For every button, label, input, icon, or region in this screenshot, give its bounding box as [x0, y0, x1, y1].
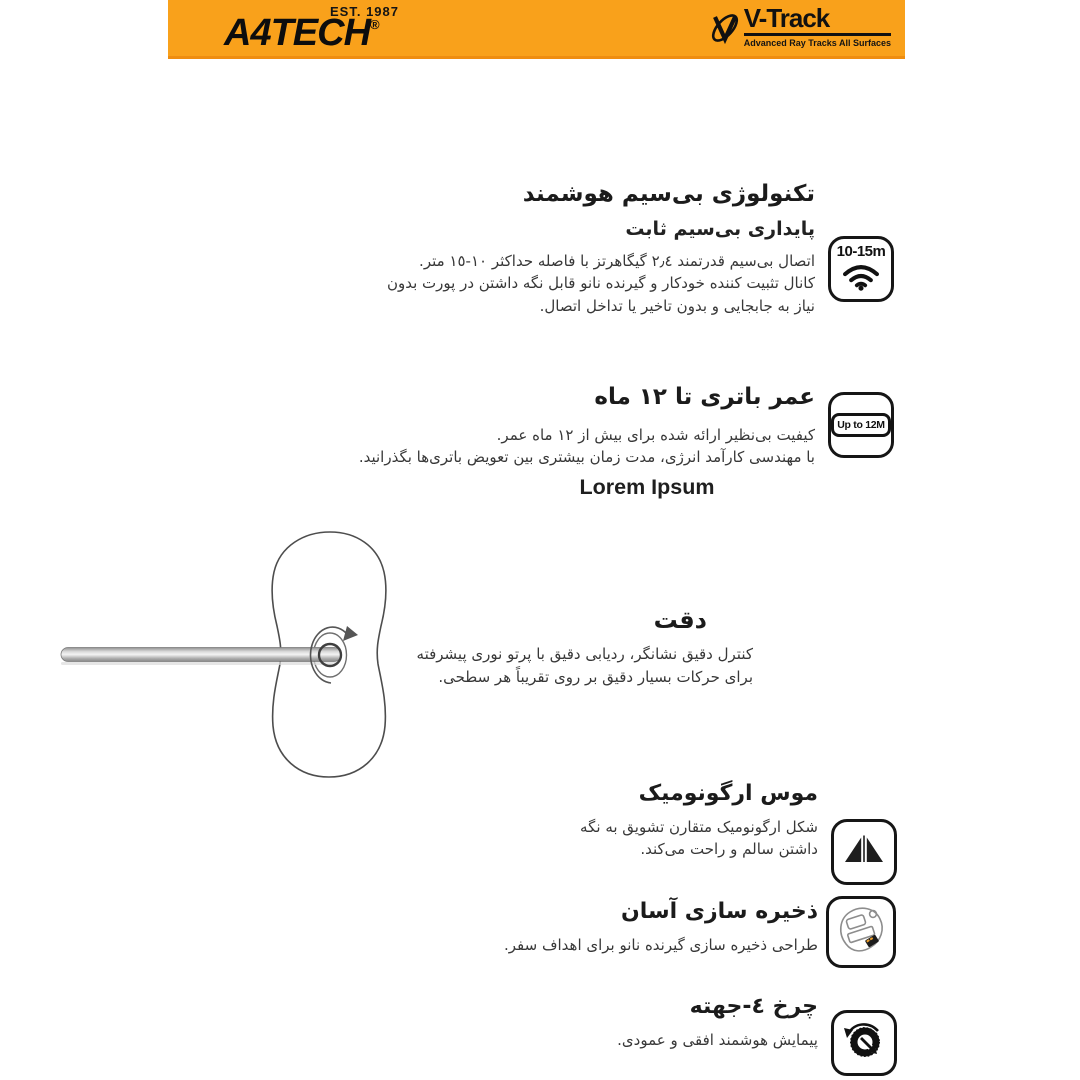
- wheel-body: [617, 1029, 818, 1052]
- body-line: با مهندسی کارآمد انرژی، مدت زمان بیشتری بین تعویض باتری‌ها بگذرانید.: [358, 448, 815, 467]
- vtrack-rule: [744, 33, 891, 36]
- ergonomic-title: موس ارگونومیک: [638, 781, 818, 806]
- four-way-wheel-glyph: [841, 1018, 887, 1068]
- vtrack-logo: [707, 5, 891, 51]
- battery-body: [359, 424, 815, 469]
- body-line: شکل ارگونومیک متقارن تشویق به نگه: [580, 817, 818, 836]
- vtrack-swoosh-icon: [707, 9, 743, 51]
- receiver-storage-icon: [826, 896, 896, 968]
- a4tech-wordmark: A4TECH®: [224, 11, 380, 54]
- body-line: کانال تثبیت کننده خودکار و گیرنده نانو قابل نگه داشتن در پورت بدون: [386, 274, 815, 292]
- brand-banner: [168, 0, 905, 59]
- wireless-title: تکنولوژی بی‌سیم هوشمند: [522, 181, 815, 207]
- section-wireless: [387, 180, 815, 317]
- symmetry-icon: [831, 819, 897, 885]
- wifi-glyph: [840, 261, 882, 295]
- est-label: EST. 1987: [330, 3, 399, 19]
- battery-shape: [831, 413, 890, 437]
- wireless-body: [387, 250, 815, 318]
- ergonomic-body: [580, 816, 818, 861]
- storage-body: [504, 934, 818, 957]
- vtrack-wordmark: V-Track: [743, 3, 830, 33]
- four-way-wheel-icon: [831, 1010, 897, 1076]
- wifi-range-label: 10-15m: [836, 242, 886, 260]
- section-storage: [504, 898, 818, 956]
- body-line: طراحی ذخیره سازی گیرنده نانو برای اهداف سفر.: [503, 935, 818, 954]
- axle-rod-shadow: [61, 662, 337, 665]
- battery-title: عمر باتری تا ١٢ ماه: [594, 384, 815, 410]
- section-ergonomic: [580, 780, 818, 861]
- axle-rod: [61, 648, 341, 662]
- storage-title: ذخیره سازی آسان: [620, 899, 818, 924]
- section-battery: [359, 383, 815, 469]
- wheel-title: چرخ ٤-جهته: [689, 994, 818, 1019]
- symmetry-glyph: [843, 833, 885, 871]
- section-wheel: [617, 993, 818, 1051]
- body-line: پیمایش هوشمند افقی و عمودی.: [617, 1030, 818, 1049]
- battery-nub: [891, 421, 895, 430]
- body-line: داشتن سالم و راحت می‌کند.: [640, 840, 818, 858]
- body-line: کنترل دقیق نشانگر، ردیابی دقیق با پرتو نوری پیشرفته: [416, 645, 753, 663]
- precision-title: دقت: [653, 606, 707, 634]
- battery-label: Up to 12M: [837, 419, 885, 431]
- wireless-subtitle: پایداری بی‌سیم ثابت: [625, 217, 815, 240]
- wifi-range-icon: [828, 236, 894, 302]
- body-line: اتصال بی‌سیم قدرتمند ٢٫٤ گیگاهرتز با فاصله حداکثر ١٠-١٥ متر.: [419, 251, 815, 270]
- vtrack-tagline: Advanced Ray Tracks All Surfaces: [743, 37, 891, 48]
- mouse-bottom-illustration: [58, 518, 423, 792]
- receiver-storage-glyph: [836, 904, 886, 960]
- lorem-caption: Lorem Ipsum: [579, 475, 715, 499]
- registered-mark: ®: [370, 16, 380, 32]
- precision-body: [417, 643, 753, 688]
- battery-life-icon: [828, 392, 894, 458]
- body-line: کیفیت بی‌نظیر ارائه شده برای بیش از ١٢ ماه عمر.: [496, 425, 815, 444]
- body-line: نیاز به جابجایی و بدون تاخیر یا تداخل اتصال.: [539, 296, 815, 315]
- body-line: برای حرکات بسیار دقیق بر روی تقریباً هر سطحی.: [438, 667, 753, 686]
- a4tech-logo: [224, 3, 399, 54]
